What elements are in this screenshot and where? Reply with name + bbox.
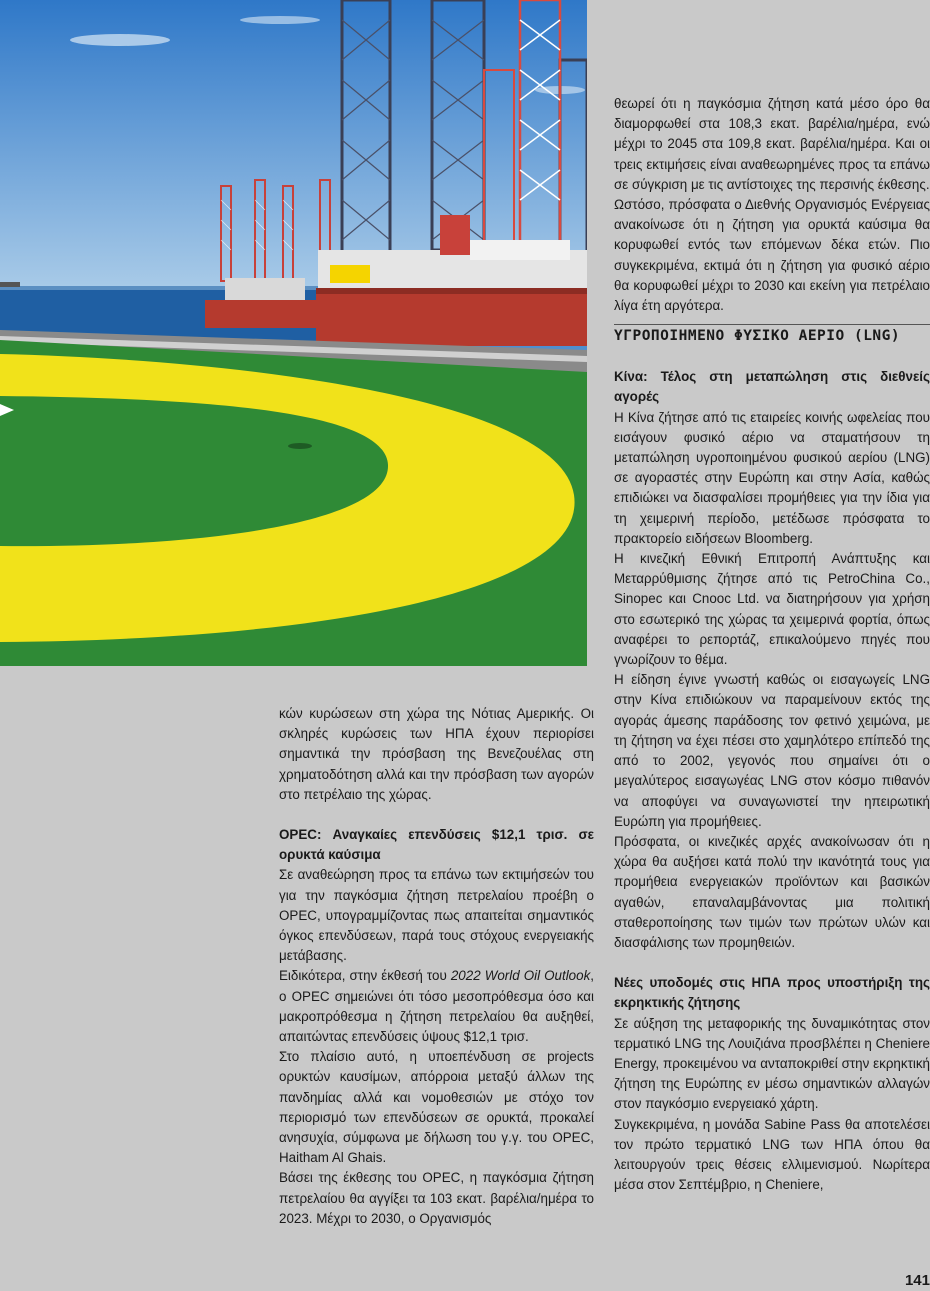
paragraph: Συγκεκριμένα, η μονάδα Sabine Pass θα αποτελέσει τον πρώτο τερματικό LNG των ΗΠΑ όπου θα λειτουργούν τρεις θέσεις ελλιμενισμού. Νωρίτερα μέσα στον Σεπτέμβριο, η Cheniere, xyxy=(614,1116,930,1193)
paragraph: Βάσει της έκθεσης του OPEC, η παγκόσμια ζήτηση πετρελαίου θα αγγίξει τα 103 εκατ. βαρέλια/ημέρα το 2023. Μέχρι το 2030, ο Οργανισμός xyxy=(279,1170,594,1226)
paragraph-world-oil-outlook xyxy=(279,966,594,1047)
left-column xyxy=(279,704,594,1229)
paragraph: Ωστόσο, πρόσφατα ο Διεθνής Οργανισμός Ενέργειας ανακοίνωσε ότι η ζήτηση για ορυκτά καύσιμα θα κορυφωθεί εντός των επόμενων δέκα ετών. Πιο συγκεκριμένα, εκτιμά ότι η ζήτηση για φυσικό αέριο θα κορυφωθεί μέχρι το 2030 και εκείνη για πετρέλαιο λίγα έτη αργότερα. xyxy=(614,197,930,314)
report-title: 2022 World Oil Outlook xyxy=(450,968,591,984)
paragraph: Στο πλαίσιο αυτό, η υποεπένδυση σε projects ορυκτών καυσίμων, απόρροια μεταξύ άλλων της πανδημίας αλλά και νομοθεσιών με στόχο τον περιορισμό των επενδύσεων σε ορυκτά, προκαλεί ανησυχία, σύμφωνα με δήλωση του γ.γ. του OPEC, Haitham Al Ghais. xyxy=(279,1049,594,1166)
spacer xyxy=(614,347,930,367)
spacer xyxy=(279,805,594,825)
subheading-china: Κίνα: Τέλος στη μεταπώληση στις διεθνείς αγορές xyxy=(614,369,930,405)
page-number: 141 xyxy=(904,1272,930,1289)
offshore-rigs-photo xyxy=(0,0,587,666)
text-run: Ειδικότερα, στην έκθεσή του xyxy=(279,968,451,984)
section-title-lng: ΥΓΡΟΠΟΙΗΜΕΝΟ ΦΥΣΙΚΟ ΑΕΡΙΟ (LNG) xyxy=(614,328,901,345)
paragraph: Σε αύξηση της μεταφορικής της δυναμικότητας στον τερματικό LNG της Λουιζιάνα προσβλέπει η Cheniere Energy, προκειμένου να ανταποκριθεί στην εκρηκτική ζήτηση της Ευρώπης εν μέσω σημαντικών αλλαγών στον παγκόσμιο ενεργειακό χάρτη. xyxy=(614,1015,930,1112)
paragraph: Η είδηση έγινε γνωστή καθώς οι εισαγωγείς LNG στην Κίνα επιδιώκουν να παραμείνουν εκτός της αγοράς άμεσης παράδοσης τον φετινό χειμώνα, με τη ζήτηση να έχει πέσει στο χαμηλότερο επίπεδό της από το 2002, γεγονός που σημαίνει ότι ο μεγαλύτερος εισαγωγέας LNG στον κόσμο πιθανόν να αποφύγει να συναγωνιστεί την ηπειρωτική Ευρώπη για προμήθειες. xyxy=(614,672,930,829)
paragraph: Η Κίνα ζήτησε από τις εταιρείες κοινής ωφελείας που εισάγουν φυσικό αέριο να σταματήσουν τη μεταπώληση υγροποιημένου φυσικού αερίου (LNG) σε αγοραστές στην Ευρώπη και στην Ασία, καθώς επιδιώκει να διασφαλίσει προμήθειες για την ίδια για τη χειμερινή περίοδο, μετέδωσε πρόσφατα το πρακτορείο ειδήσεων Bloomberg. xyxy=(614,409,930,546)
paragraph: θεωρεί ότι η παγκόσμια ζήτηση κατά μέσο όρο θα διαμορφωθεί στα 108,3 εκατ. βαρέλια/ημέρα, ενώ μέχρι το 2045 στα 109,8 εκατ. βαρέλια/ημέρα. Και οι τρεις εκτιμήσεις είναι αναθεωρημένες προς τα επάνω σε σύγκριση με τις αντίστοιχες της περσινής έκθεσης. xyxy=(614,96,930,192)
right-column xyxy=(614,94,930,1195)
paragraph: Η κινεζική Εθνική Επιτροπή Ανάπτυξης και Μεταρρύθμισης ζήτησε από τις PetroChina Co., Sinopec και Cnooc Ltd. να διατηρήσουν για χρήση στο εσωτερικό της χώρας τα χειμερινά φορτία, όπως αναφέρει το ρεπορτάζ, επικαλούμενο πηγές που γνωρίζουν το θέμα. xyxy=(614,551,930,668)
subheading-usa: Νέες υποδομές στις ΗΠΑ προς υποστήριξη της εκρηκτικής ζήτησης xyxy=(614,975,930,1011)
photo-drawing xyxy=(0,0,587,666)
text-run: , ο OPEC σημειώνει ότι τόσο μεσοπρόθεσμα όσο και μακροπρόθεσμα η ζήτηση πετρελαίου θα αυξηθεί, απαιτώντας επενδύσεις ύψους $12,1 τρισ. xyxy=(279,968,595,1045)
paragraph: Πρόσφατα, οι κινεζικές αρχές ανακοίνωσαν ότι η χώρα θα αυξήσει κατά πολύ την ικανότητά τους για προμήθεια ενεργειακών προϊόντων και βασικών αγαθών, επαναλαμβάνοντας μια πολιτική σταθεροποίησης των τιμών των πρώτων υλών και διασφάλισης των προμηθειών. xyxy=(614,833,930,950)
paragraph: κών κυρώσεων στη χώρα της Νότιας Αμερικής. Οι σκληρές κυρώσεις των ΗΠΑ έχουν περιορίσει σημαντικά την πρόσβαση της Βενεζουέλας στη χρηματοδότηση αλλά και την πρόσβαση των αγορών στο πετρέλαιο της χώρας. xyxy=(279,706,594,802)
subheading-opec: OPEC: Αναγκαίες επενδύσεις $12,1 τρισ. σε ορυκτά καύσιμα xyxy=(279,827,594,863)
spacer xyxy=(614,953,930,973)
paragraph: Σε αναθεώρηση προς τα επάνω των εκτιμήσεών του για την παγκόσμια ζήτηση πετρελαίου προέβη ο OPEC, υπογραμμίζοντας πως απαιτείται σημαντικός όγκος επενδύσεων, παρά τους στόχους ενεργειακής μετάβασης. xyxy=(279,867,594,964)
